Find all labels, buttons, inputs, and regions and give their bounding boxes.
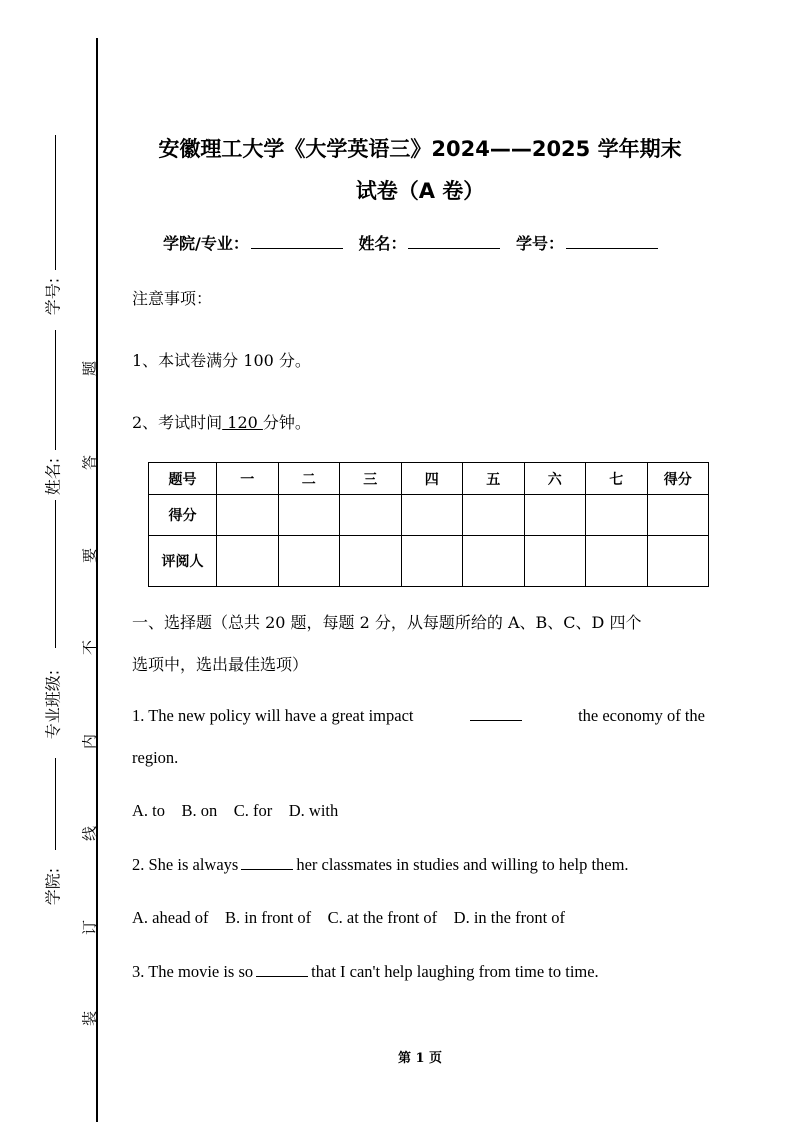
warning-char: 线: [80, 826, 99, 842]
notes-heading: 注意事项：: [132, 289, 213, 308]
note-item: [132, 410, 311, 433]
grader-cell[interactable]: [278, 536, 340, 587]
question-text: 1. The new policy will have a great impact: [132, 706, 414, 725]
question-2: [132, 855, 629, 875]
question-text: 2. She is always: [132, 855, 239, 874]
exam-subtitle: 试卷（A 卷）: [355, 179, 485, 203]
table-row: [149, 495, 709, 536]
warning-char: 订: [80, 920, 99, 936]
grader-cell[interactable]: [647, 536, 709, 587]
table-header: 三: [340, 463, 402, 495]
table-header: 题号: [149, 463, 217, 495]
table-header: 七: [586, 463, 648, 495]
note-text: 分钟。: [262, 413, 311, 432]
warning-char: 装: [80, 1011, 99, 1027]
student-id-blank[interactable]: [566, 234, 658, 249]
exam-title: 安徽理工大学《大学英语三》2024——2025 学年期末: [158, 137, 682, 161]
question-text: the economy of the: [578, 706, 705, 725]
grader-cell[interactable]: [217, 536, 279, 587]
margin-label-major-class: 专业班级:: [43, 669, 63, 740]
name-blank[interactable]: [408, 234, 500, 249]
blank-line-college: [55, 758, 56, 850]
score-cell[interactable]: [524, 495, 586, 536]
section-heading: 一、选择题（总共 20 题，每题 2 分，从每题所给的 A、B、C、D 四个: [132, 613, 642, 632]
question-1-options: A. to B. on C. for D. with: [132, 801, 339, 820]
question-text: that I can't help laughing from time to time.: [311, 962, 599, 981]
question-1: [132, 706, 705, 726]
grader-cell[interactable]: [463, 536, 525, 587]
margin-label-college: 学院:: [43, 867, 63, 906]
answer-blank[interactable]: [241, 855, 293, 870]
student-id-label: 学号：: [516, 234, 565, 253]
note-text: 2、考试时间: [132, 413, 223, 432]
table-header-row: [149, 463, 709, 495]
question-text: 3. The movie is so: [132, 962, 254, 981]
table-row: [149, 536, 709, 587]
score-cell[interactable]: [401, 495, 463, 536]
warning-char: 题: [80, 361, 99, 377]
warning-char: 内: [80, 734, 99, 750]
score-cell[interactable]: [647, 495, 709, 536]
row-label: 评阅人: [149, 536, 217, 587]
score-cell[interactable]: [586, 495, 648, 536]
name-label: 姓名：: [358, 234, 407, 253]
college-blank[interactable]: [251, 234, 343, 249]
answer-blank[interactable]: [256, 962, 308, 977]
blank-line-major: [55, 500, 56, 648]
note-item: 1、本试卷满分 100 分。: [132, 351, 311, 370]
score-cell[interactable]: [217, 495, 279, 536]
score-cell[interactable]: [463, 495, 525, 536]
table-header: 四: [401, 463, 463, 495]
table-header: 六: [524, 463, 586, 495]
question-3: [132, 962, 599, 982]
table-header: 二: [278, 463, 340, 495]
grader-cell[interactable]: [586, 536, 648, 587]
exam-duration: 120: [222, 413, 263, 432]
score-table: [148, 462, 709, 587]
grader-cell[interactable]: [524, 536, 586, 587]
college-label: 学院/专业：: [163, 234, 249, 253]
student-info-line: [163, 231, 668, 254]
table-header: 一: [217, 463, 279, 495]
margin-label-name: 姓名:: [43, 457, 63, 496]
page-number: 第 1 页: [397, 1051, 443, 1066]
binding-line: [96, 38, 98, 1122]
table-header: 五: [463, 463, 525, 495]
section-heading-cont: 选项中，选出最佳选项）: [132, 655, 309, 674]
blank-line-name: [55, 330, 56, 450]
blank-line-student-id: [55, 135, 56, 270]
grader-cell[interactable]: [401, 536, 463, 587]
question-text: her classmates in studies and willing to help them.: [296, 855, 629, 874]
warning-char: 不: [80, 640, 99, 656]
grader-cell[interactable]: [340, 536, 402, 587]
score-cell[interactable]: [340, 495, 402, 536]
score-cell[interactable]: [278, 495, 340, 536]
question-2-options: A. ahead of B. in front of C. at the front of D. in the front of: [132, 908, 566, 927]
answer-blank[interactable]: [470, 706, 522, 721]
question-1-cont: region.: [132, 748, 179, 767]
warning-char: 要: [80, 548, 99, 564]
warning-char: 答: [80, 455, 99, 471]
margin-label-student-id: 学号:: [43, 277, 63, 316]
table-header: 得分: [647, 463, 709, 495]
row-label: 得分: [149, 495, 217, 536]
